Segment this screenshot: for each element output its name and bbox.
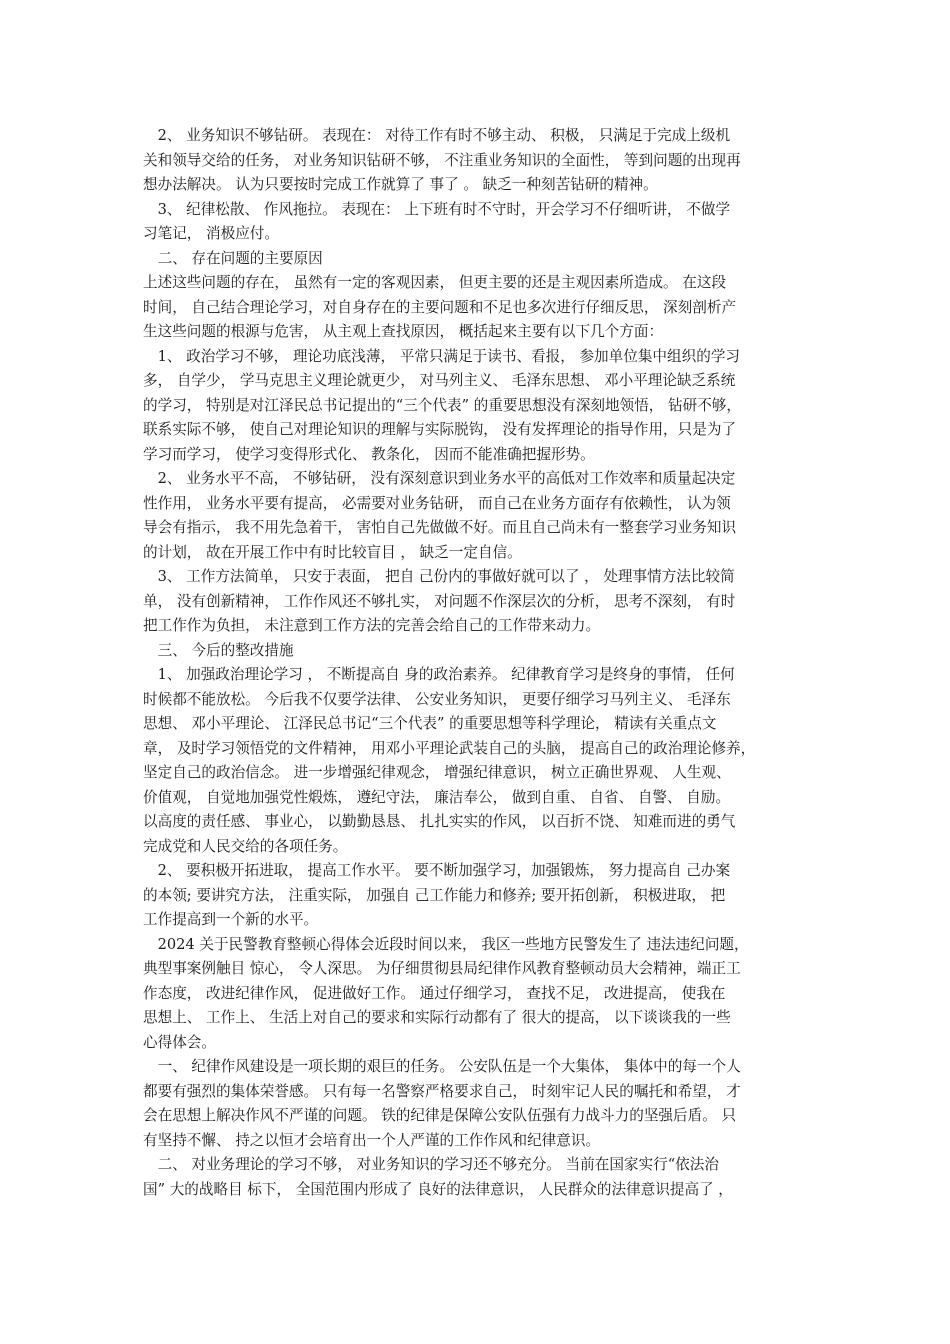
text-line: 二、 对业务理论的学习不够， 对业务知识的学习还不够充分。 当前在国家实行“依法治 [143,1156,719,1173]
text-line: 把工作作为负担， 未注意到工作方法的完善会给自己的工作带来动力。 [143,617,601,634]
document-body [143,124,815,1202]
text-line: 章， 及时学习领悟党的文件精神， 用邓小平理论武装自己的头脑， 提高自己的政治理论修养， [143,739,756,757]
text-line: 会在思想上解决作风不严谨的问题。 铁的纪律是保障公安队伍强有力战斗力的坚强后盾。 只 [143,1107,737,1124]
text-line: 2、 要积极开拓进取， 提高工作水平。 要不断加强学习，加强锻炼， 努力提高自 己办案 [143,862,731,879]
text-line: 思想上、 工作上、 生活上对自己的要求和实际行动都有了 很大的提高， 以下谈谈我的一些 [143,1009,731,1026]
text-line: 有坚持不懈、 持之以恒才会培育出一个人严谨的工作作风和纪律意识。 [143,1131,601,1149]
text-line: 时间， 自己结合理论学习，对自身存在的主要问题和不足也多次进行仔细反思， 深刻剖析产 [143,298,737,316]
text-line: 生这些问题的根源与危害， 从主观上查找原因， 概括起来主要有以下几个方面： [143,323,664,340]
text-line: 思想、 邓小平理论、 江泽民总书记“三个代表” 的重要思想等科学理论， 精读有关重点文 [143,715,717,732]
text-line: 2、 业务知识不够钻研。 表现在： 对待工作有时不够主动、 积极， 只满足于完成上级机 [143,127,731,144]
text-line: 2、 业务水平不高， 不够钻研， 没有深刻意识到业务水平的高低对工作效率和质量起决定 [143,470,736,487]
text-line: 1、 加强政治理论学习 ， 不断提高自 身的政治素养。 纪律教育学习是终身的事情， 任何 [143,666,735,683]
text-line: 单， 没有创新精神， 工作作风还不够扎实， 对问题不作深层次的分析， 思考不深刻， 有时 [143,592,736,610]
text-line: 坚定自己的政治信念。 进一步增强纪律观念， 增强纪律意识， 树立正确世界观、 人生观、 [143,764,731,781]
text-line: 二、 存在问题的主要原因 [143,249,323,267]
text-line: 想办法解决。 认为只要按时完成工作就算了 事了 。 缺乏一种刻苦钻研的精神。 [143,176,658,193]
text-line: 一、 纪律作风建设是一项长期的艰巨的任务。 公安队伍是一个大集体， 集体中的每一个人 [143,1058,741,1075]
text-line: 学习而学习， 使学习变得形式化、 教条化， 因而不能准确把握形势。 [143,445,595,463]
text-line: 三、 今后的整改措施 [143,641,294,659]
text-line: 性作用， 业务水平要有提高， 必需要对业务钻研， 而自己在业务方面存有依赖性， 认为领 [143,494,731,512]
text-line: 以高度的责任感、 事业心， 以勤勤恳恳、 扎扎实实的作风， 以百折不饶、 知难而进的勇气 [143,813,736,830]
text-line: 上述这些问题的存在， 虽然有一定的客观因素， 但更主要的还是主观因素所造成。 在这段 [143,274,727,291]
text-line: 关和领导交给的任务， 对业务知识钻研不够， 不注重业务知识的全面性， 等到问题的出现再 [143,151,741,169]
text-line: 2024 关于民警教育整顿心得体会近段时间以来， 我区一些地方民警发生了 违法违纪问题， [143,935,749,953]
text-line: 习笔记， 消极应付。 [143,225,279,242]
text-line: 完成党和人民交给的各项任务。 [143,837,348,855]
text-line: 都要有强烈的集体荣誉感。 只有每一名警察严格要求自己， 时刻牢记人民的嘱托和希望， 才 [143,1082,741,1100]
text-line: 的计划， 故在开展工作中有时比较盲目 ， 缺乏一定自信。 [143,543,522,561]
text-line: 3、 纪律松散、 作风拖拉。 表现在： 上下班有时不守时，开会学习不仔细听讲， 不做学 [143,200,731,218]
text-line: 3、 工作方法简单， 只安于表面， 把自 己份内的事做好就可以了 ， 处理事情方法比较简 [143,568,735,585]
text-line: 典型事案例触目 惊心， 令人深思。 为仔细贯彻县局纪律作风教育整顿动员大会精神，端正工 [143,960,741,977]
text-line: 作态度， 改进纪律作风， 促进做好工作。 通过仔细学习， 查找不足， 改进提高， 使我在 [143,984,726,1002]
text-line: 价值观， 自觉地加强党性煅炼， 遵纪守法， 廉洁奉公， 做到自重、 自省、 自警、 自励。 [143,788,731,806]
text-line: 多， 自学少， 学马克思主义理论就更少， 对马列主义、 毛泽东思想、 邓小平理论缺乏系统 [143,372,736,389]
text-line: 1、 政治学习不够， 理论功底浅薄， 平常只满足于读书、看报， 参加单位集中组织的学习 [143,347,741,365]
text-line: 联系实际不够， 使自己对理论知识的理解与实际脱钩， 没有发挥理论的指导作用，只是为了 [143,421,737,438]
text-line: 时候都不能放松。 今后我不仅要学法律、 公安业务知识， 更要仔细学习马列主义、 毛泽东 [143,690,731,708]
text-line: 导会有指示， 我不用先急着干， 害怕自己先做做不好。而且自己尚未有一整套学习业务知识 [143,519,737,536]
text-line: 的学习， 特别是对江泽民总书记提出的“三个代表” 的重要思想没有深刻地领悟， 钻研不够， [143,396,741,414]
text-line: 工作提高到一个新的水平。 [143,911,319,928]
text-line: 的本领; 要讲究方法， 注重实际， 加强自 己工作能力和修养; 要开拓创新， 积极进取， 把 [143,886,726,904]
text-line: 心得体会。 [143,1033,216,1051]
text-line: 国” 大的战略目 标下， 全国范围内形成了 良好的法律意识， 人民群众的法律意识提高了 ， [143,1180,733,1198]
